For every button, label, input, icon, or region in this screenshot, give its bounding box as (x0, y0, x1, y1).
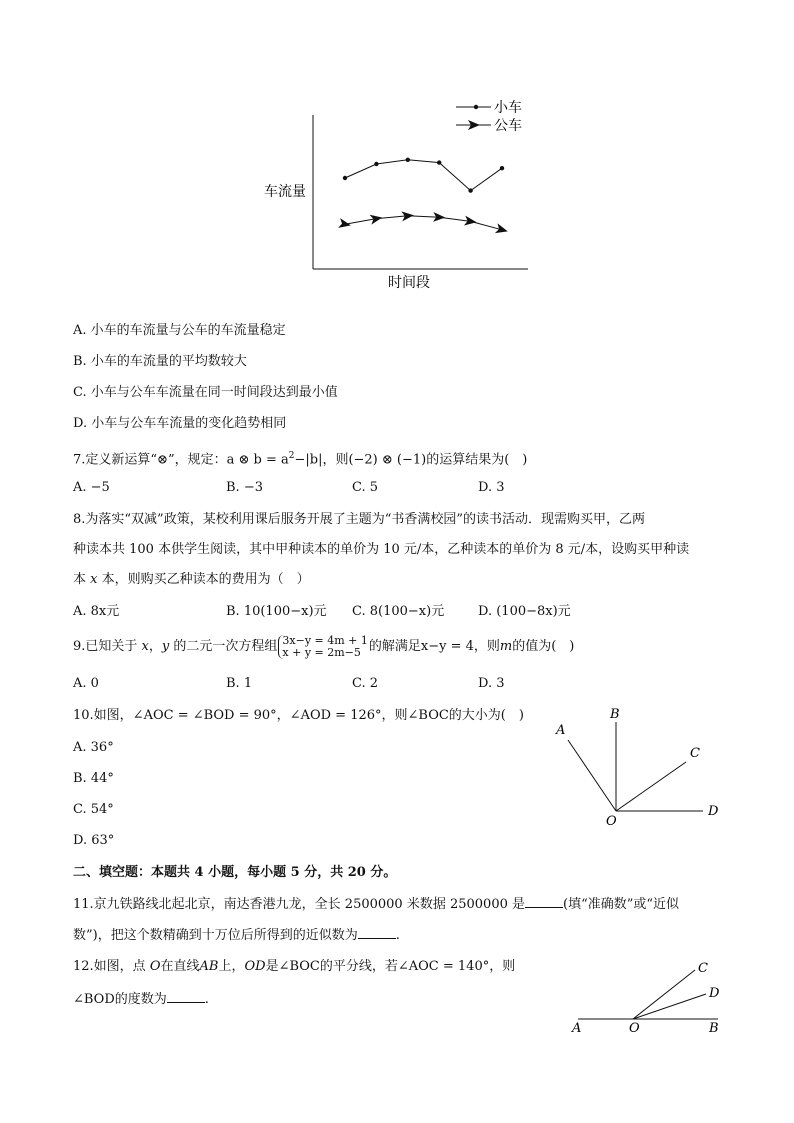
q8-option-b: B. 10(100−x)元 (226, 604, 327, 619)
q12-line2-b: . (204, 992, 209, 1007)
q9-var-y: y (161, 639, 170, 654)
q9-option-c: C. 2 (352, 676, 379, 691)
q7-option-b: B. −3 (226, 480, 263, 495)
bus-point-4 (464, 216, 477, 228)
q7-stem-sup: 2 (288, 451, 295, 461)
q10-option-d: D. 63° (73, 833, 115, 848)
q12-line1-c: 上， (218, 959, 245, 974)
q11-line2-a: 数”)，把这个数精确到十万位后所得到的近似数为 (73, 928, 358, 943)
q7-option-c: C. 5 (352, 480, 379, 495)
q12-var-o: O (149, 959, 161, 974)
q10-stem: 10.如图，∠AOC = ∠BOD = 90°，∠AOD = 126°，则∠BOC的大小为( ) (73, 708, 524, 723)
q8-line3-var: x (90, 572, 98, 587)
q6-option-d: D. 小车与公车车流量的变化趋势相同 (73, 416, 287, 431)
q7-stem (73, 447, 527, 469)
q8-option-d: D. (100−8x)元 (478, 604, 571, 619)
q8-line1: 8.为落实“双减”政策，某校利用课后服务开展了主题为“书香满校园”的读书活动．现需购买甲，乙两 (73, 512, 645, 527)
q6-option-a: A. 小车的车流量与公车的车流量稳定 (73, 323, 286, 338)
q10-label-o: O (606, 814, 617, 829)
q8-option-a: A. 8x元 (73, 604, 120, 619)
q12-line2 (73, 990, 209, 1009)
car-point-5 (500, 166, 504, 170)
q6-option-c: C. 小车与公车车流量在同一时间段达到最小值 (73, 385, 338, 400)
q9-stem-b: 的二元一次方程组 (169, 639, 278, 654)
q9-stem-d: 的值为( ) (512, 639, 575, 654)
section2-title: 二、填空题：本题共 4 小题，每小题 5 分，共 20 分。 (73, 865, 397, 880)
q9-comma: ， (148, 639, 162, 654)
q11-line2 (73, 926, 400, 945)
q12-label-a: A (572, 1021, 582, 1036)
legend-car-marker (474, 105, 478, 109)
q9-stem-c: 的解满足x−y = 4，则 (368, 639, 500, 654)
q12-line1 (73, 958, 515, 976)
x-axis-label: 时间段 (388, 275, 430, 291)
q9-stem-a: 9.已知关于 (73, 639, 142, 654)
q11-line1-b: (填“准确数”或“近似 (563, 897, 680, 912)
q10-ray-oa (568, 740, 616, 811)
bus-point-0 (338, 218, 352, 230)
q11-line1-a: 11.京九铁路线北起北京，南达香港九龙，全长 2500000 米数据 2500000 是 (73, 897, 525, 912)
q9-option-d: D. 3 (478, 676, 505, 691)
q9-var-x: x (141, 639, 149, 654)
q8-line2: 种读本共 100 本供学生阅读，其中甲种读本的单价为 10 元/本，乙种读本的单价为 8 元/本，设购买甲种读 (73, 542, 690, 557)
q8-line3-b: 本，则购买乙种读本的费用为（ ） (97, 572, 310, 587)
q10-label-a: A (556, 723, 566, 738)
legend-car-label: 小车 (494, 100, 522, 116)
traffic-line-chart (0, 0, 794, 300)
q9-option-a: A. 0 (73, 676, 99, 691)
chart-legend (456, 100, 522, 134)
q7-option-d: D. 3 (478, 480, 505, 495)
q10-ray-oc (616, 762, 686, 811)
legend-bus-label: 公车 (494, 118, 522, 134)
q11-line2-b: . (395, 928, 400, 943)
q8-line3-a: 本 (73, 572, 91, 587)
q12-blank[interactable] (167, 990, 205, 1003)
series-layer (338, 158, 509, 237)
car-point-1 (374, 162, 378, 166)
q10-label-d: D (708, 804, 719, 819)
y-axis-label: 车流量 (264, 184, 306, 200)
q7-stem-a: 7.定义新运算“⊗”，规定：a ⊗ b = a (73, 452, 289, 468)
q9-eq2: x + y = 2m−5 (282, 645, 361, 659)
q9-eq1: 3x−y = 4m + 1 (282, 633, 368, 647)
q12-line1-a: 12.如图，点 (73, 959, 150, 974)
car-point-4 (468, 188, 472, 192)
q12-var-od: OD (244, 959, 266, 974)
q10-option-a: A. 36° (73, 740, 114, 755)
q8-line3 (73, 571, 310, 589)
q8-option-c: C. 8(100−x)元 (352, 604, 445, 619)
series-line-bus (345, 216, 502, 230)
q12-line1-b: 在直线 (160, 959, 200, 974)
q12-var-ab: AB (199, 959, 219, 974)
q10-label-b: B (610, 707, 620, 722)
q12-label-b: B (709, 1021, 719, 1036)
q11-line1 (73, 895, 679, 914)
q12-ray-od (633, 994, 706, 1019)
q10-option-b: B. 44° (73, 771, 114, 786)
q7-option-a: A. −5 (73, 480, 110, 495)
q10-option-c: C. 54° (73, 802, 114, 817)
q7-stem-b: −|b|，则(−2) ⊗ (−1)的运算结果为( ) (294, 452, 528, 468)
q12-ray-oc (633, 970, 695, 1019)
car-point-0 (343, 176, 347, 180)
q9-option-b: B. 1 (226, 676, 253, 691)
q9-stem (73, 634, 574, 660)
q12-label-o: O (629, 1021, 640, 1036)
car-point-2 (406, 158, 410, 162)
q9-equation-system (278, 635, 367, 659)
q6-option-b: B. 小车的车流量的平均数较大 (73, 354, 247, 369)
car-point-3 (437, 160, 441, 164)
q11-blank-2[interactable] (358, 926, 396, 939)
q12-line2-a: ∠BOD的度数为 (73, 992, 167, 1007)
q12-line1-d: 是∠BOC的平分线，若∠AOC = 140°，则 (265, 959, 516, 974)
bus-point-5 (495, 223, 509, 236)
q12-label-d: D (709, 986, 720, 1001)
q9-var-m: m (499, 639, 513, 654)
q11-blank-1[interactable] (525, 895, 563, 908)
q12-label-c: C (698, 961, 708, 976)
series-line-car (345, 160, 502, 191)
q10-label-c: C (690, 746, 700, 761)
